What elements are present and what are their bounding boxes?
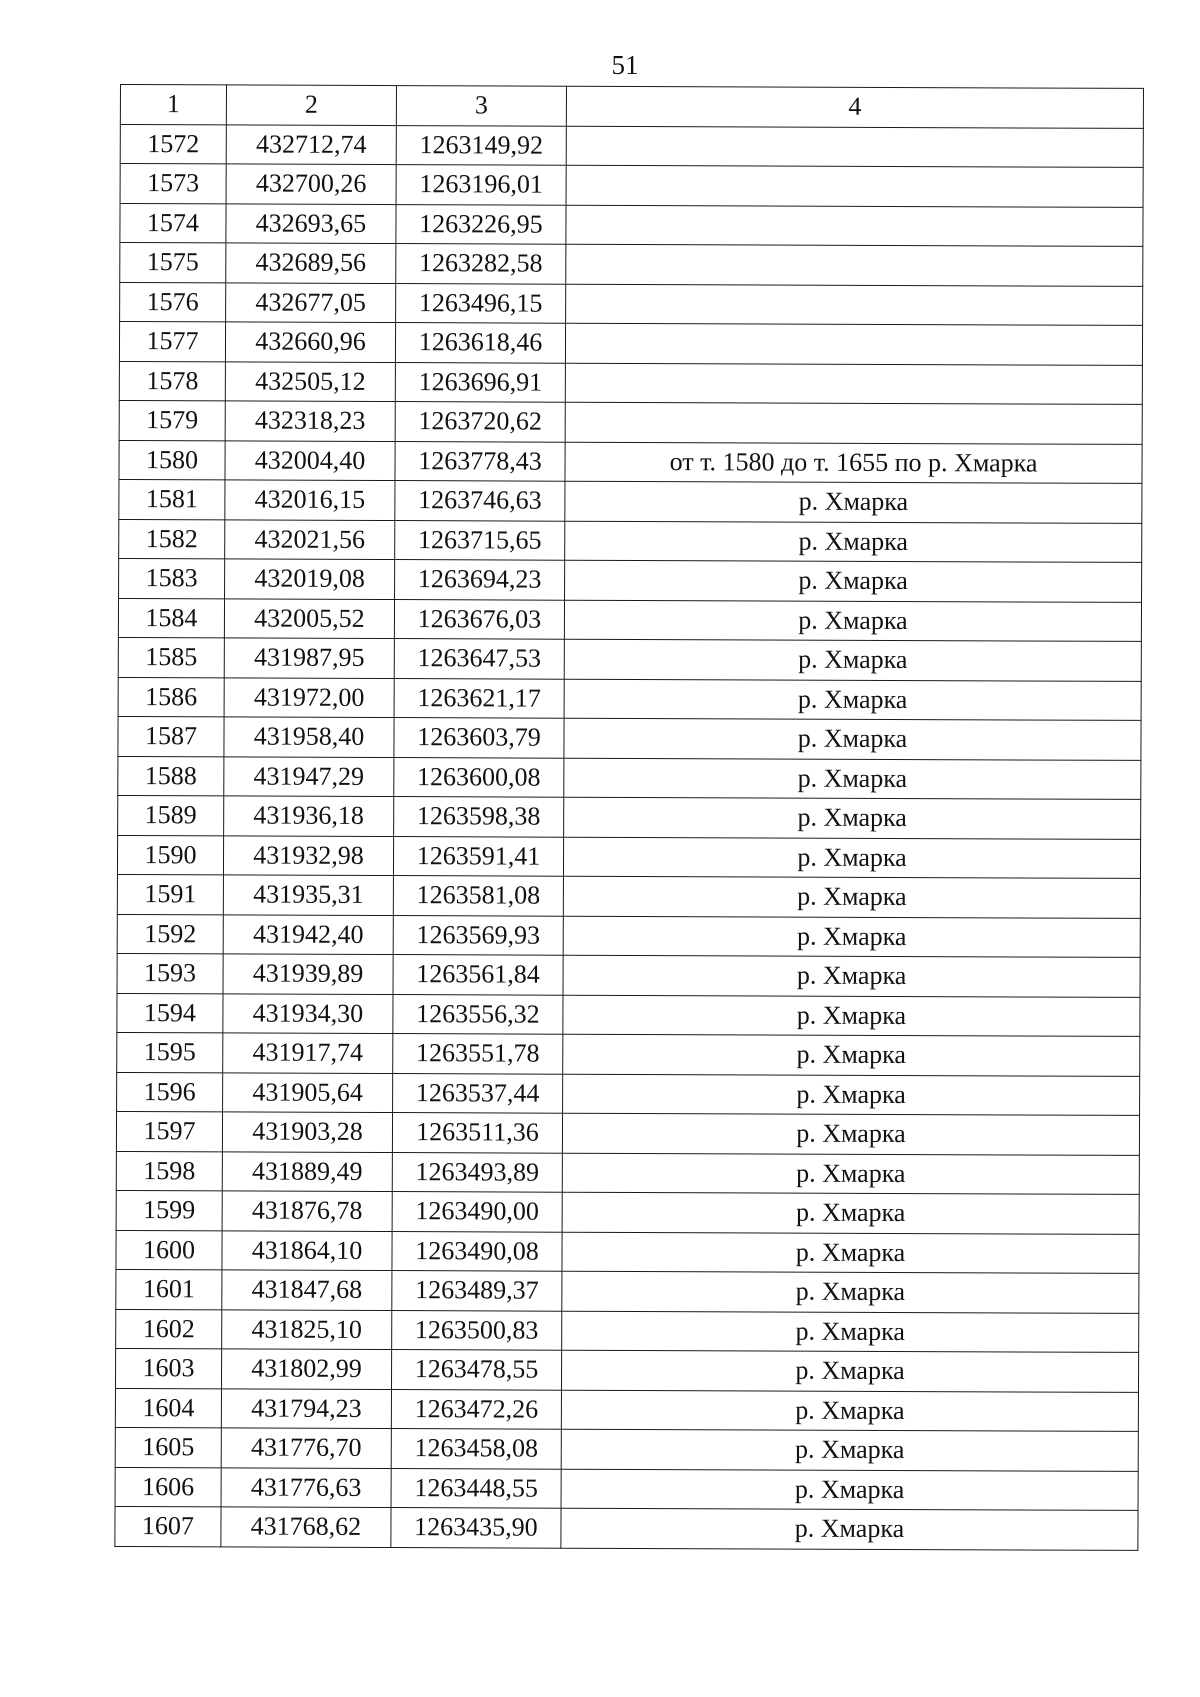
y-coordinate-cell: 1263537,44 [393, 1073, 563, 1113]
x-coordinate-cell: 431903,28 [222, 1112, 392, 1152]
table-row [119, 479, 1142, 522]
table-row [120, 164, 1143, 207]
table-row [118, 598, 1141, 641]
table-row [115, 1427, 1138, 1470]
table-row [115, 1467, 1138, 1510]
table-row [118, 716, 1141, 759]
x-coordinate-cell: 431934,30 [223, 993, 393, 1033]
point-number-cell: 1591 [117, 874, 223, 914]
y-coordinate-cell: 1263490,08 [392, 1231, 562, 1271]
description-cell [566, 165, 1143, 207]
y-coordinate-cell: 1263720,62 [395, 402, 565, 442]
x-coordinate-cell: 431987,95 [224, 638, 394, 678]
table-row [116, 1230, 1139, 1273]
description-cell: р. Хмарка [564, 679, 1141, 721]
y-coordinate-cell: 1263458,08 [391, 1429, 561, 1469]
table-row [119, 440, 1142, 483]
y-coordinate-cell: 1263478,55 [391, 1350, 561, 1390]
y-coordinate-cell: 1263581,08 [393, 876, 563, 916]
table-row [120, 243, 1143, 286]
y-coordinate-cell: 1263694,23 [395, 560, 565, 600]
y-coordinate-cell: 1263696,91 [395, 362, 565, 402]
description-cell [566, 126, 1143, 168]
table-row [117, 1032, 1140, 1075]
y-coordinate-cell: 1263511,36 [392, 1113, 562, 1153]
y-coordinate-cell: 1263496,15 [396, 283, 566, 323]
y-coordinate-cell: 1263621,17 [394, 678, 564, 718]
point-number-cell: 1577 [119, 322, 225, 362]
table-row [117, 914, 1140, 957]
point-number-cell: 1582 [119, 519, 225, 559]
header-col-4: 4 [566, 86, 1143, 128]
table-row [119, 361, 1142, 404]
x-coordinate-cell: 431942,40 [223, 914, 393, 954]
point-number-cell: 1599 [116, 1190, 222, 1230]
header-col-3: 3 [396, 86, 566, 126]
y-coordinate-cell: 1263746,63 [395, 481, 565, 521]
x-coordinate-cell: 431972,00 [224, 677, 394, 717]
point-number-cell: 1593 [117, 953, 223, 993]
table-row [119, 400, 1142, 443]
y-coordinate-cell: 1263600,08 [394, 757, 564, 797]
y-coordinate-cell: 1263493,89 [392, 1152, 562, 1192]
description-cell: р. Хмарка [565, 560, 1142, 602]
x-coordinate-cell: 432505,12 [225, 361, 395, 401]
description-cell [565, 363, 1142, 405]
y-coordinate-cell: 1263603,79 [394, 718, 564, 758]
table-row [118, 795, 1141, 838]
point-number-cell: 1583 [119, 558, 225, 598]
point-number-cell: 1597 [116, 1111, 222, 1151]
x-coordinate-cell: 432019,08 [225, 559, 395, 599]
description-cell: р. Хмарка [564, 758, 1141, 800]
point-number-cell: 1592 [117, 914, 223, 954]
point-number-cell: 1579 [119, 400, 225, 440]
description-cell [566, 244, 1143, 286]
point-number-cell: 1574 [120, 203, 226, 243]
point-number-cell: 1587 [118, 716, 224, 756]
point-number-cell: 1607 [115, 1506, 221, 1546]
x-coordinate-cell: 432693,65 [226, 203, 396, 243]
description-cell: р. Хмарка [563, 1034, 1140, 1076]
header-col-2: 2 [226, 85, 396, 125]
description-cell: р. Хмарка [563, 876, 1140, 918]
y-coordinate-cell: 1263472,26 [391, 1389, 561, 1429]
table-row [117, 993, 1140, 1036]
point-number-cell: 1594 [117, 993, 223, 1033]
x-coordinate-cell: 431776,70 [221, 1428, 391, 1468]
coordinates-table [114, 84, 1144, 1550]
x-coordinate-cell: 432318,23 [225, 401, 395, 441]
table-row [115, 1506, 1138, 1549]
table-row [120, 203, 1143, 246]
x-coordinate-cell: 431939,89 [223, 954, 393, 994]
description-cell: р. Хмарка [561, 1469, 1138, 1511]
x-coordinate-cell: 432700,26 [226, 164, 396, 204]
point-number-cell: 1595 [117, 1032, 223, 1072]
description-cell [566, 205, 1143, 247]
x-coordinate-cell: 431776,63 [221, 1467, 391, 1507]
description-cell: р. Хмарка [564, 639, 1141, 681]
description-cell: р. Хмарка [562, 1113, 1139, 1155]
y-coordinate-cell: 1263561,84 [393, 955, 563, 995]
header-row [120, 85, 1143, 128]
table-row [119, 519, 1142, 562]
description-cell: р. Хмарка [561, 1429, 1138, 1471]
x-coordinate-cell: 431958,40 [224, 717, 394, 757]
description-cell: р. Хмарка [562, 1232, 1139, 1274]
description-cell: р. Хмарка [563, 837, 1140, 879]
point-number-cell: 1584 [118, 598, 224, 638]
x-coordinate-cell: 431876,78 [222, 1191, 392, 1231]
description-cell: р. Хмарка [561, 1390, 1138, 1432]
table-row [117, 953, 1140, 996]
table-row [120, 282, 1143, 325]
point-number-cell: 1590 [117, 835, 223, 875]
x-coordinate-cell: 432016,15 [225, 480, 395, 520]
point-number-cell: 1575 [120, 243, 226, 283]
table-row [116, 1190, 1139, 1233]
y-coordinate-cell: 1263551,78 [393, 1034, 563, 1074]
description-cell: р. Хмарка [565, 481, 1142, 523]
point-number-cell: 1605 [115, 1427, 221, 1467]
table-row [117, 835, 1140, 878]
x-coordinate-cell: 431847,68 [222, 1270, 392, 1310]
description-cell: р. Хмарка [562, 1153, 1139, 1195]
x-coordinate-cell: 431917,74 [223, 1033, 393, 1073]
table-row [116, 1151, 1139, 1194]
point-number-cell: 1580 [119, 440, 225, 480]
point-number-cell: 1572 [120, 124, 226, 164]
y-coordinate-cell: 1263676,03 [394, 599, 564, 639]
description-cell [565, 323, 1142, 365]
table-row [115, 1388, 1138, 1431]
description-cell: р. Хмарка [564, 797, 1141, 839]
table-row [115, 1348, 1138, 1391]
y-coordinate-cell: 1263569,93 [393, 915, 563, 955]
point-number-cell: 1602 [116, 1309, 222, 1349]
y-coordinate-cell: 1263618,46 [395, 323, 565, 363]
x-coordinate-cell: 432712,74 [226, 124, 396, 164]
point-number-cell: 1589 [118, 795, 224, 835]
x-coordinate-cell: 432005,52 [224, 598, 394, 638]
y-coordinate-cell: 1263647,53 [394, 639, 564, 679]
table-row [117, 1072, 1140, 1115]
point-number-cell: 1578 [119, 361, 225, 401]
table-row [119, 322, 1142, 365]
x-coordinate-cell: 432660,96 [225, 322, 395, 362]
description-cell: р. Хмарка [563, 995, 1140, 1037]
point-number-cell: 1588 [118, 756, 224, 796]
table-body [115, 124, 1143, 1550]
table-header [120, 85, 1143, 128]
point-number-cell: 1573 [120, 164, 226, 204]
y-coordinate-cell: 1263282,58 [396, 244, 566, 284]
x-coordinate-cell: 431825,10 [222, 1309, 392, 1349]
x-coordinate-cell: 431802,99 [221, 1349, 391, 1389]
table-row [118, 637, 1141, 680]
point-number-cell: 1601 [116, 1269, 222, 1309]
y-coordinate-cell: 1263448,55 [391, 1468, 561, 1508]
point-number-cell: 1604 [115, 1388, 221, 1428]
description-cell: р. Хмарка [565, 521, 1142, 563]
description-cell: от т. 1580 до т. 1655 по р. Хмарка [565, 442, 1142, 484]
y-coordinate-cell: 1263591,41 [393, 836, 563, 876]
table-row [119, 558, 1142, 601]
x-coordinate-cell: 431936,18 [224, 796, 394, 836]
header-col-1: 1 [120, 85, 226, 125]
x-coordinate-cell: 432004,40 [225, 440, 395, 480]
description-cell: р. Хмарка [562, 1311, 1139, 1353]
point-number-cell: 1586 [118, 677, 224, 717]
description-cell: р. Хмарка [563, 916, 1140, 958]
point-number-cell: 1576 [120, 282, 226, 322]
x-coordinate-cell: 432689,56 [226, 243, 396, 283]
point-number-cell: 1581 [119, 479, 225, 519]
description-cell: р. Хмарка [562, 1192, 1139, 1234]
description-cell: р. Хмарка [562, 1271, 1139, 1313]
description-cell [566, 284, 1143, 326]
point-number-cell: 1596 [117, 1072, 223, 1112]
description-cell: р. Хмарка [564, 600, 1141, 642]
table-row [118, 756, 1141, 799]
x-coordinate-cell: 431889,49 [222, 1151, 392, 1191]
y-coordinate-cell: 1263556,32 [393, 994, 563, 1034]
x-coordinate-cell: 431768,62 [221, 1507, 391, 1547]
y-coordinate-cell: 1263715,65 [395, 520, 565, 560]
table-row [118, 677, 1141, 720]
table-row [116, 1111, 1139, 1154]
y-coordinate-cell: 1263226,95 [396, 204, 566, 244]
y-coordinate-cell: 1263500,83 [392, 1310, 562, 1350]
x-coordinate-cell: 431932,98 [223, 835, 393, 875]
point-number-cell: 1600 [116, 1230, 222, 1270]
point-number-cell: 1585 [118, 637, 224, 677]
x-coordinate-cell: 431905,64 [223, 1072, 393, 1112]
description-cell: р. Хмарка [561, 1350, 1138, 1392]
table-row [116, 1309, 1139, 1352]
y-coordinate-cell: 1263490,00 [392, 1192, 562, 1232]
x-coordinate-cell: 431794,23 [221, 1388, 391, 1428]
x-coordinate-cell: 431864,10 [222, 1230, 392, 1270]
description-cell: р. Хмарка [563, 1074, 1140, 1116]
table-row [117, 874, 1140, 917]
table-row [120, 124, 1143, 167]
x-coordinate-cell: 431935,31 [223, 875, 393, 915]
page-number: 51 [611, 50, 639, 80]
y-coordinate-cell: 1263598,38 [394, 797, 564, 837]
x-coordinate-cell: 431947,29 [224, 756, 394, 796]
x-coordinate-cell: 432021,56 [225, 519, 395, 559]
point-number-cell: 1603 [115, 1348, 221, 1388]
description-cell: р. Хмарка [561, 1508, 1138, 1550]
y-coordinate-cell: 1263489,37 [392, 1271, 562, 1311]
y-coordinate-cell: 1263196,01 [396, 165, 566, 205]
description-cell: р. Хмарка [564, 718, 1141, 760]
description-cell: р. Хмарка [563, 955, 1140, 997]
y-coordinate-cell: 1263435,90 [391, 1508, 561, 1548]
table-row [116, 1269, 1139, 1312]
x-coordinate-cell: 432677,05 [226, 282, 396, 322]
description-cell [565, 402, 1142, 444]
y-coordinate-cell: 1263149,92 [396, 125, 566, 165]
point-number-cell: 1606 [115, 1467, 221, 1507]
point-number-cell: 1598 [116, 1151, 222, 1191]
y-coordinate-cell: 1263778,43 [395, 441, 565, 481]
